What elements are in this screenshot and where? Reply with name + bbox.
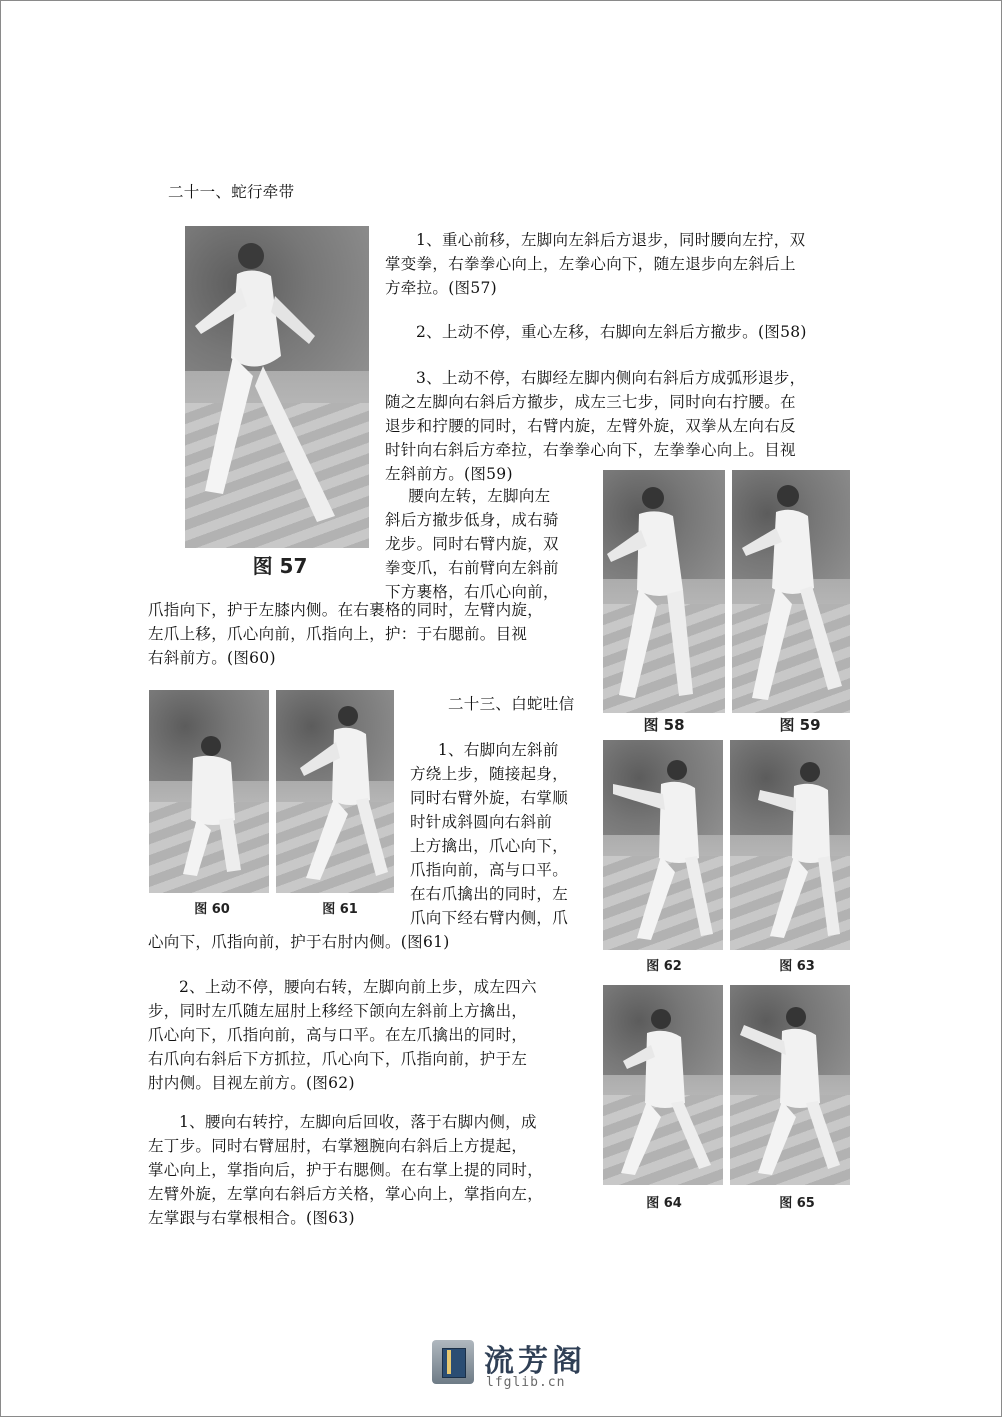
paragraph-2: 2、上动不停，重心左移，右脚向左斜后方撤步。(图58) bbox=[416, 323, 807, 341]
figure-57-caption: 图 57 bbox=[252, 554, 308, 578]
figure-59-caption: 图 59 bbox=[779, 716, 821, 734]
section-title-23: 二十三、白蛇吐信 bbox=[448, 695, 575, 713]
paragraph-5-wide: 心向下，爪指向前，护于右肘内侧。(图61) bbox=[148, 933, 450, 951]
figure-60-photo bbox=[149, 690, 269, 893]
figure-64-caption: 图 64 bbox=[646, 1196, 682, 1211]
figure-60-caption: 图 60 bbox=[194, 902, 230, 917]
figure-64-photo bbox=[603, 985, 723, 1185]
paragraph-7: 1、腰向右转拧，左脚向后回收，落于右脚内侧，成 左丁步。同时右臂屈肘，右掌翘腕向右斜后上方提起， 掌心向上，掌指向后，护于右腮侧。在右掌上提的同时， 左臂外旋，左掌向右斜后方关格，掌心向上，掌指向左， 左掌跟与右掌根相合。(图63) bbox=[148, 1113, 544, 1227]
figure-58-photo bbox=[603, 470, 725, 713]
site-logo-url: lfglib.cn bbox=[486, 1375, 566, 1390]
site-logo-title: 流芳阁 bbox=[484, 1344, 586, 1379]
paragraph-4-narrow: 腰向左转，左脚向左 斜后方撤步低身，成右骑 龙步。同时右臂内旋，双 拳变爪，右前臂向左斜前 下方裹格，右爪心向前， bbox=[385, 487, 559, 601]
paragraph-4-wide: 爪指向下，护于左膝内侧。在右裹格的同时，左臂内旋， 左爪上移，爪心向前，爪指向上，护：于右腮前。目视 右斜前方。(图60) bbox=[148, 601, 544, 667]
paragraph-6: 2、上动不停，腰向右转，左脚向前上步，成左四六 步，同时左爪随左屈肘上移经下颌向左斜前上方擒出， 爪心向下，爪指向前，高与口平。在左爪擒出的同时， 右爪向右斜后下方抓拉，爪心向下，爪指向前，护于左 肘内侧。目视左前方。(图62) bbox=[148, 978, 537, 1092]
figure-61-caption: 图 61 bbox=[322, 902, 358, 917]
paragraph-1: 1、重心前移，左脚向左斜后方退步，同时腰向左拧，双 掌变拳，右拳拳心向上，左拳心向下，随左退步向左斜后上 方牵拉。(图57) bbox=[385, 231, 806, 297]
figure-61-photo bbox=[276, 690, 394, 893]
figure-57-photo bbox=[185, 226, 369, 548]
book-logo-icon bbox=[432, 1340, 474, 1384]
figure-63-photo bbox=[730, 740, 850, 950]
figure-62-photo bbox=[603, 740, 723, 950]
figure-62-caption: 图 62 bbox=[646, 959, 682, 974]
paragraph-3: 3、上动不停，右脚经左脚内侧向右斜后方成弧形退步， 随之左脚向右斜后方撤步，成左三七步，同时向右拧腰。在 退步和拧腰的同时，右臂内旋，左臂外旋，双拳从左向右反 时针向右斜后方牵拉，右拳拳心向下，左拳拳心向上。目视 左斜前方。(图59) bbox=[385, 369, 806, 483]
figure-58-caption: 图 58 bbox=[643, 716, 685, 734]
figure-65-photo bbox=[730, 985, 850, 1185]
paragraph-5-narrow: 1、右脚向左斜前 方绕上步，随接起身， 同时右臂外旋，右掌顺 时针成斜圆向右斜前 上方擒出，爪心向下， 爪指向前，高与口平。 在右爪擒出的同时，左 爪向下经右臂内侧，爪 bbox=[410, 741, 569, 927]
figure-65-caption: 图 65 bbox=[779, 1196, 815, 1211]
figure-59-photo bbox=[732, 470, 850, 713]
figure-63-caption: 图 63 bbox=[779, 959, 815, 974]
section-title-21: 二十一、蛇行牵带 bbox=[168, 183, 295, 201]
